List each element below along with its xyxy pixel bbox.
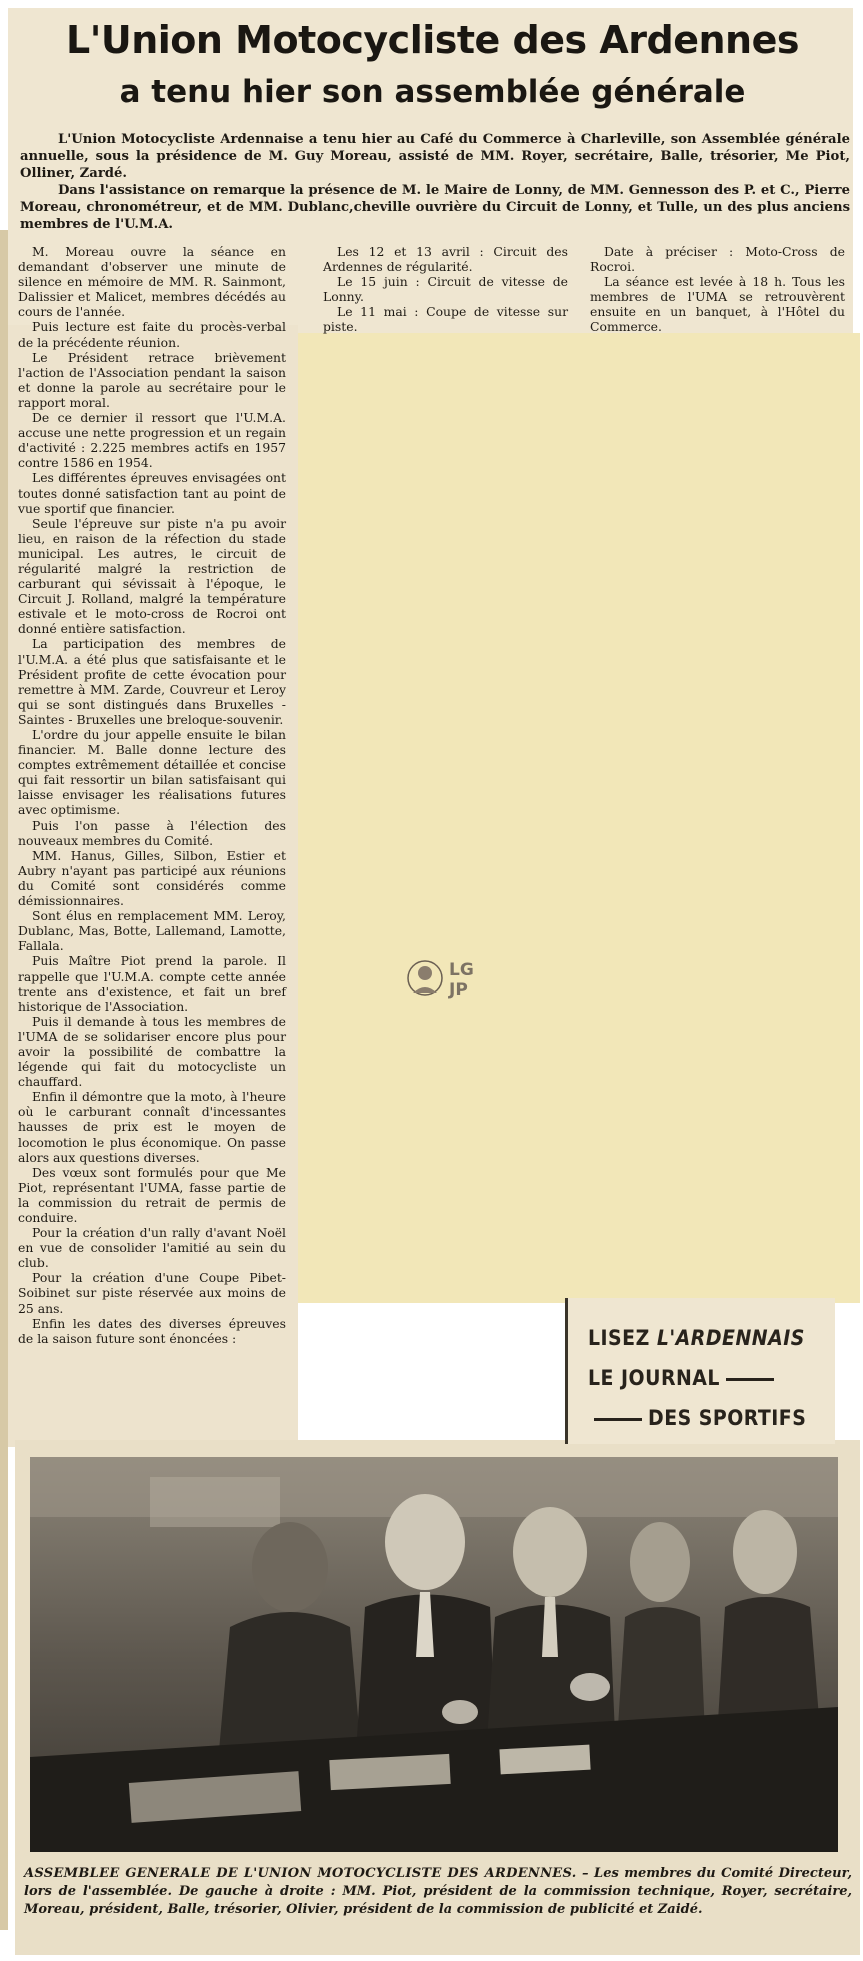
headline-line1: L'Union Motocycliste des Ardennes <box>66 18 799 62</box>
headline-line2: a tenu hier son assemblée générale <box>119 74 746 110</box>
ad-text: DES SPORTIFS <box>648 1406 807 1430</box>
paragraph: Pour la création d'un rally d'avant Noël en vue de consolider l'amitié au sein du club. <box>18 1225 286 1271</box>
paragraph: L'ordre du jour appelle ensuite le bilan financier. M. Balle donne lecture des comptes extrêmement détaillée et concise qui fait ressortir un bilan satisfaisant qui laisse envisager les réalisations futures avec optimisme. <box>18 727 286 818</box>
paragraph: De ce dernier il ressort que l'U.M.A. accuse une nette progression et un regain d'activité : 2.225 membres actifs en 1957 contre 1586 en 1954. <box>18 410 286 471</box>
article-column-1 <box>18 244 286 1346</box>
watermark-initials-top: LG <box>449 960 474 980</box>
paragraph: Pour la création d'une Coupe Pibet-Soibinet sur piste réservée aux moins de 25 ans. <box>18 1270 286 1316</box>
paragraph: Sont élus en remplacement MM. Leroy, Dublanc, Mas, Botte, Lallemand, Lamotte, Fallala. <box>18 908 286 954</box>
paragraph: Date à préciser : Moto-Cross de Rocroi. <box>590 244 845 275</box>
caption-text: – Les membres du Comité Directeur, lors de l'assemblée. De gauche à droite : MM. Piot, président de la commission technique, Royer, secrétaire, Moreau, président, Balle, trésorier, Olivier, président de la commission de publicité et Zaidé. <box>24 1866 852 1917</box>
ad-text: LISEZ <box>588 1326 657 1350</box>
ad-text: LE JOURNAL <box>588 1366 720 1390</box>
advertisement-box <box>565 1298 835 1444</box>
paragraph: Puis lecture est faite du procès-verbal de la précédente réunion. <box>18 319 286 350</box>
article-column-3 <box>590 244 845 335</box>
caption-title: ASSEMBLEE GENERALE DE L'UNION MOTOCYCLISTE DES ARDENNES. <box>24 1866 577 1881</box>
ad-line-3 <box>588 1398 825 1438</box>
paragraph: Le 15 juin : Circuit de vitesse de Lonny. <box>323 274 568 305</box>
article-intro <box>20 131 850 233</box>
paragraph: Le Président retrace brièvement l'action de l'Association pendant la saison et donne la parole au secrétaire pour le rapport moral. <box>18 349 286 410</box>
intro-paragraph: Dans l'assistance on remarque la présence de M. le Maire de Lonny, de MM. Gennesson des P. et C., Pierre Moreau, chronométreur, et de MM. Dublanc,cheville ouvrière du Circuit de Lonny, et Tulle, un des plus anciens membres de l'U.M.A. <box>20 183 850 232</box>
intro-paragraph: L'Union Motocycliste Ardennaise a tenu hier au Café du Commerce à Charleville, son Assemblée générale annuelle, sous la présidence de M. Guy Moreau, assisté de MM. Royer, secrétaire, Balle, trésorier, Me Piot, Olliner, Zardé. <box>20 132 850 181</box>
torn-edge-left <box>0 230 8 1930</box>
watermark-logo <box>405 955 485 1001</box>
paragraph: La participation des membres de l'U.M.A. a été plus que satisfaisante et le Président profite de cette évocation pour remettre à MM. Zarde, Couvreur et Leroy qui se sont distingués dans Bruxelles - Saintes - Bruxelles une breloque-souvenir. <box>18 636 286 727</box>
watermark-initials-bottom: JP <box>449 980 468 1000</box>
ad-dash <box>594 1418 642 1421</box>
meeting-photograph <box>30 1457 838 1852</box>
paragraph: Les différentes épreuves envisagées ont toutes donné satisfaction tant au point de vue sportif que financier. <box>18 470 286 516</box>
paragraph: Enfin il démontre que la moto, à l'heure où le carburant connaît d'incessantes hausses de prix est le moyen de locomotion le plus économique. On passe alors aux questions diverses. <box>18 1089 286 1165</box>
paragraph: Le 11 mai : Coupe de vitesse sur piste. <box>323 304 568 335</box>
photo-caption <box>24 1865 852 1919</box>
paragraph: MM. Hanus, Gilles, Silbon, Estier et Aubry n'ayant pas participé aux réunions du Comité sont considérés comme démissionnaires. <box>18 847 286 909</box>
paragraph: M. Moreau ouvre la séance en demandant d'observer une minute de silence en mémoire de MM. R. Sainmont, Dalissier et Malicet, membres décédés au cours de l'année. <box>18 244 286 320</box>
ad-line-2 <box>588 1358 825 1398</box>
paragraph: Seule l'épreuve sur piste n'a pu avoir lieu, en raison de la réfection du stade municipal. Les autres, le circuit de régularité malgré la restriction de carburant qui sévissait à l'époque, le Circuit J. Rolland, malgré la température estivale et le moto-cross de Rocroi ont donné entière satisfaction. <box>18 515 286 637</box>
ad-dash <box>726 1378 774 1381</box>
paragraph: Puis l'on passe à l'élection des nouveaux membres du Comité. <box>18 817 286 848</box>
article-column-2 <box>323 244 568 335</box>
pasteup-blank-area <box>298 333 860 1303</box>
paragraph: La séance est levée à 18 h. Tous les membres de l'UMA se retrouvèrent ensuite en un banquet, à l'Hôtel du Commerce. <box>590 274 845 335</box>
paragraph: Les 12 et 13 avril : Circuit des Ardennes de régularité. <box>323 244 568 275</box>
paragraph: Des vœux sont formulés pour que Me Piot, représentant l'UMA, fasse partie de la commission du retrait de permis de conduire. <box>18 1164 286 1225</box>
ad-line-1 <box>588 1318 825 1358</box>
paragraph: Enfin les dates des diverses épreuves de la saison future sont énoncées : <box>18 1315 286 1346</box>
ad-newspaper-name: L'ARDENNAIS <box>656 1326 805 1350</box>
paragraph: Puis il demande à tous les membres de l'UMA de se solidariser encore plus pour avoir la possibilité de combattre la légende qui fait du motocycliste un chauffard. <box>18 1013 286 1090</box>
paragraph: Puis Maître Piot prend la parole. Il rappelle que l'U.M.A. compte cette année trente ans d'existence, et fait un bref historique de l'Association. <box>18 953 286 1014</box>
